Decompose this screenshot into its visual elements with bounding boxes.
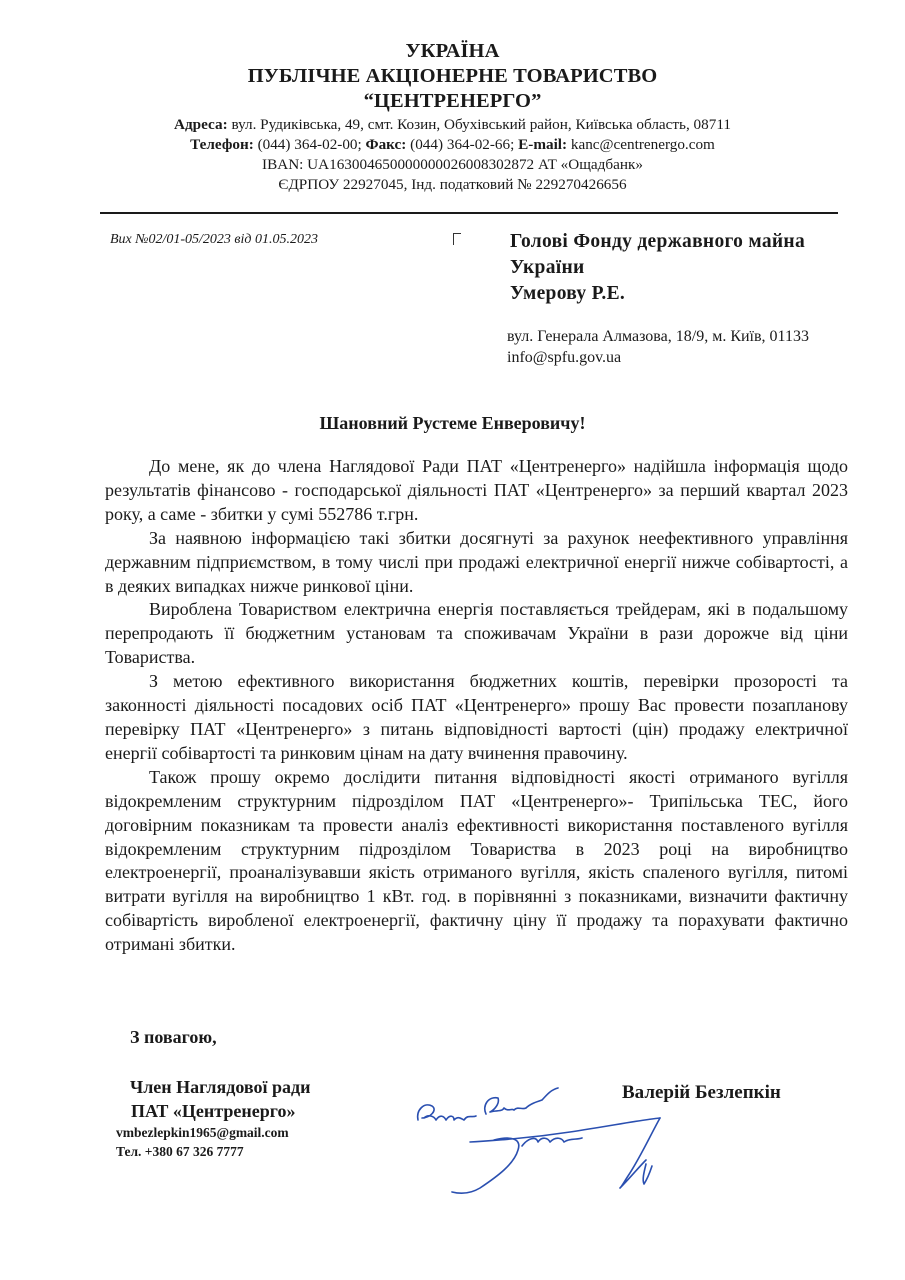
fax-value: (044) 364-02-66; bbox=[406, 136, 519, 153]
signer-email: vmbezlepkin1965@gmail.com bbox=[116, 1125, 289, 1140]
corner-mark bbox=[453, 233, 461, 245]
recipient-email: info@spfu.gov.ua bbox=[507, 349, 622, 366]
signer-position-line-2: ПАТ «Центренерго» bbox=[131, 1101, 296, 1121]
body-paragraph: З метою ефективного використання бюджетних коштів, перевірки прозорості та законності діяльності посадових осіб ПАТ «Центренерго» прошу Вас провести позапланову перевірку ПАТ «Центренерго» з питань відповідності вартості (цін) продажу електричної енергії собівартості та ринковим цінам на дату вчинення правочину. bbox=[105, 671, 848, 763]
body-paragraph: До мене, як до члена Наглядової Ради ПАТ «Центренерго» надійшла інформація щодо результатів фінансово - господарської діяльності ПАТ «Центренерго» за перший квартал 2023 року, а саме - збитки у сумі 552786 т.грн. bbox=[105, 456, 848, 524]
fax-label: Факс: bbox=[365, 136, 407, 153]
signer-phone: Тел. +380 67 326 7777 bbox=[116, 1144, 244, 1159]
letterhead-country: УКРАЇНА bbox=[405, 40, 500, 62]
signer-position bbox=[130, 1075, 311, 1123]
phone-value: (044) 364-02-00; bbox=[253, 136, 366, 153]
signer-position-line-1: Член Наглядової ради bbox=[130, 1077, 311, 1097]
outgoing-number: Вих №02/01-05/2023 від 01.05.2023 bbox=[110, 232, 318, 247]
email-label: E-mail: bbox=[518, 136, 568, 153]
body-paragraph: Також прошу окремо дослідити питання відповідності якості отриманого вугілля відокремленим структурним підрозділом ПАТ «Центренерго»- Трипільська ТЕС, його договірним показникам та провести аналіз ефективності використання поставленого вугілля відокремленим структурним підрозділом Товариства в 2023 році на виробництво електроенергії, проаналізувавши якість отриманого вугілля, якість спаленого вугілля, питомі витрати вугілля на виробництво 1 кВт. год. в порівнянні з показниками, визначити фактичну собівартість виробленої електроенергії, фактичну ціну її продажу та порахувати фактично отримані збитки. bbox=[105, 766, 848, 955]
address-value: вул. Рудиківська, 49, смт. Козин, Обухівський район, Київська область, 08711 bbox=[227, 116, 731, 133]
signer-name: Валерій Безлепкін bbox=[622, 1082, 781, 1103]
letterhead-contacts bbox=[0, 136, 905, 154]
letterhead-address bbox=[0, 116, 905, 134]
body-paragraph: За наявною інформацією такі збитки досягнуті за рахунок неефективного управління державним підприємством, в тому числі при продажі електричної енергії нижче собівартості, а в деяких випадках нижче ринкової ціни. bbox=[105, 527, 848, 596]
salutation: Шановний Рустеме Енверовичу! bbox=[319, 413, 586, 433]
signer-contacts bbox=[116, 1123, 289, 1161]
email-value: kanc@centrenergo.com bbox=[567, 136, 715, 153]
header-divider bbox=[100, 212, 838, 214]
recipient-address-block bbox=[507, 326, 809, 368]
recipient-line-3: Умерову Р.Е. bbox=[510, 283, 626, 304]
address-label: Адреса: bbox=[174, 116, 228, 133]
recipient-line-1: Голові Фонду державного майна bbox=[510, 231, 806, 252]
letterhead-company-name: “ЦЕНТРЕНЕРГО” bbox=[363, 90, 542, 112]
letterhead-edrpou: ЄДРПОУ 22927045, Інд. податковий № 229270426656 bbox=[278, 176, 627, 193]
letter-body bbox=[105, 455, 848, 957]
phone-label: Телефон: bbox=[190, 136, 254, 153]
recipient-block bbox=[510, 229, 805, 307]
body-paragraph: Вироблена Товариством електрична енергія поставляється трейдерам, які в подальшому перепродають її бюджетним установам та споживачам України в рази дорожче від ціни Товариства. bbox=[105, 599, 848, 668]
recipient-address: вул. Генерала Алмазова, 18/9, м. Київ, 01133 bbox=[507, 328, 809, 345]
letterhead-company-type: ПУБЛІЧНЕ АКЦІОНЕРНЕ ТОВАРИСТВО bbox=[247, 65, 658, 87]
letterhead-iban: IBAN: UA163004650000000026008302872 АТ «Ощадбанк» bbox=[262, 156, 643, 173]
closing-regards: З повагою, bbox=[130, 1027, 217, 1047]
recipient-line-2: України bbox=[510, 257, 585, 278]
